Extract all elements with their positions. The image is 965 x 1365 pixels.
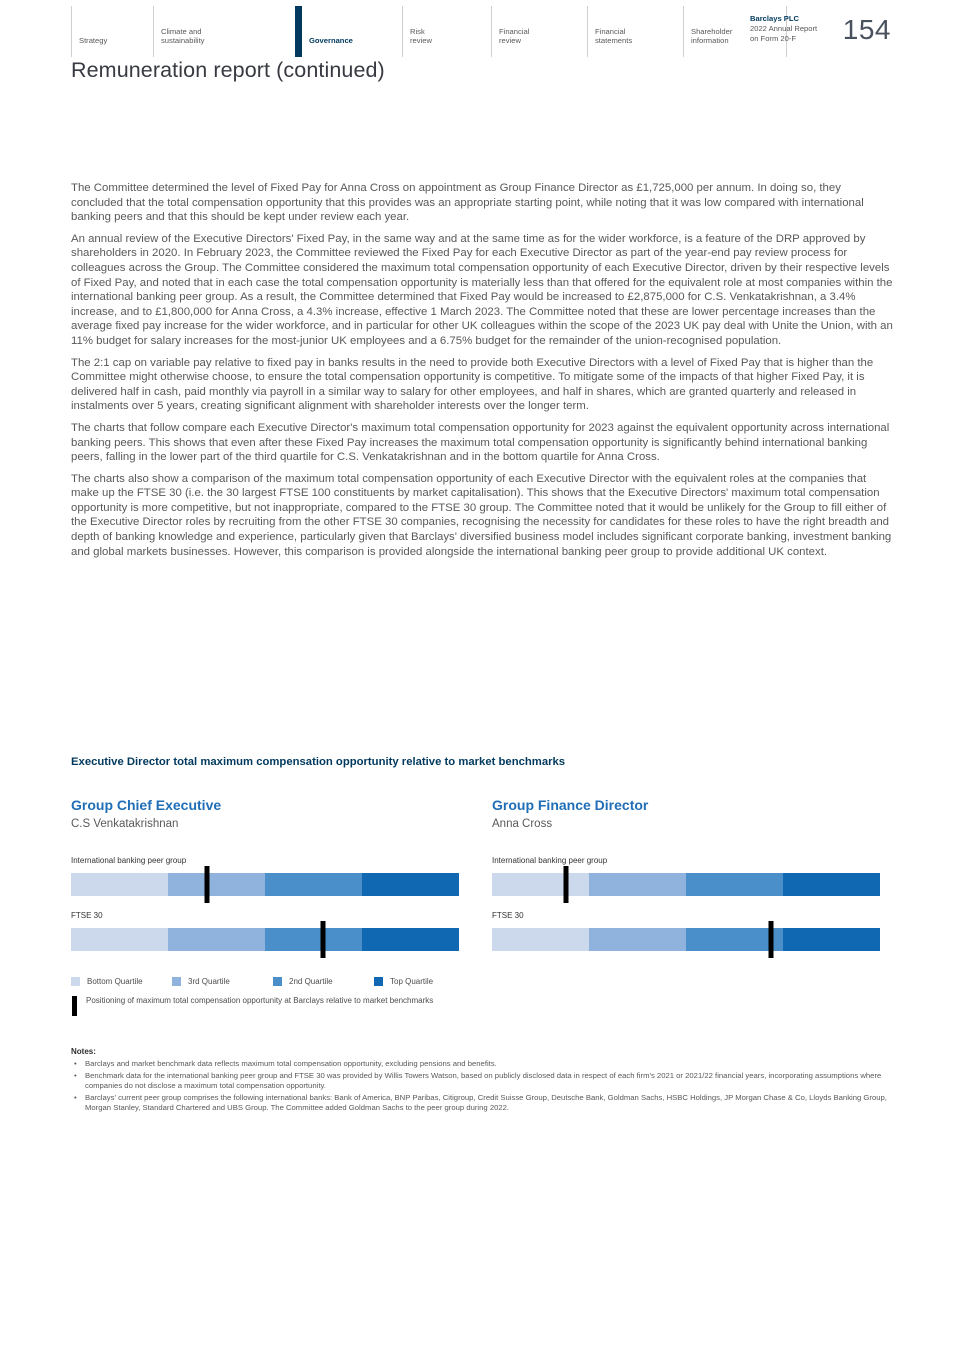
tab-label: Governance <box>309 36 353 46</box>
bar-label-ftse-30: FTSE 30 <box>71 911 103 920</box>
segment-bottom-quartile <box>492 928 589 951</box>
tab-label: Financial statements <box>595 26 633 46</box>
barclays-position-marker <box>321 921 326 958</box>
segment-3rd-quartile <box>589 928 686 951</box>
segment-top-quartile <box>362 873 459 896</box>
marker-legend <box>72 996 458 1016</box>
tab-label: Financial review <box>499 26 530 46</box>
legend-label: Top Quartile <box>390 977 434 986</box>
legend-swatch <box>374 977 383 986</box>
position-marker-icon <box>72 996 77 1016</box>
quartile-legend <box>71 977 475 986</box>
chart-title: Group Finance Director <box>492 797 649 813</box>
segment-2nd-quartile <box>686 873 783 896</box>
notes-title: Notes: <box>71 1047 96 1056</box>
benchmark-bar-international-banking-peer-group <box>71 873 459 896</box>
tab-risk-review[interactable] <box>402 6 491 57</box>
paragraph: An annual review of the Executive Directors' Fixed Pay, in the same way and at the same time as for the wider workforce, is a feature of the DRP approved by shareholders in 2020. In February 2023, the Committee reviewed the Fixed Pay for each Executive Director as part of the year-end pay review process for colleagues across the Group. The Committee considered the maximum total compensation opportunity of each Executive Director, driven by their respective levels of Fixed Pay, and noted that in each case the total compensation opportunity is materially less than that offered for the equivalent role at most companies within the international banking peer group. As a result, the Committee determined that Fixed Pay would be increased to £2,875,000 for C.S. Venkatakrishnan, a 3.4% increase, and to £1,800,000 for Anna Cross, a 4.3% increase, effective 1 March 2023. The Committee noted that these are lower percentage increases than the average fixed pay increase for the wider workforce, and in particular for other UK colleagues within the scope of the 2023 UK pay deal with Unite the Union, with an 11% budget for salary increases for the most-junior UK employees and a 6.75% budget for the remainder of the union-recognised population. <box>71 232 893 347</box>
quartile-bar <box>492 928 880 951</box>
page-title: Remuneration report (continued) <box>71 58 385 82</box>
paragraph: The charts also show a comparison of the maximum total compensation opportunity of each Executive Director with the equivalent roles at the companies that make up the FTSE 30 (i.e. the 30 largest FTSE 100 constituents by market capitalisation). This shows that the Executive Directors' maximum total compensation opportunity is more competitive, but not inappropriate, compared to the FTSE 30 group. The Committee noted that it would be unlikely for the Group to fill either of the Executive Director roles by recruiting from the other FTSE 30 companies, recognising the necessity for candidates for these roles to have the right breadth and depth of banking knowledge and experience, particularly given that Barclays' diversified business model includes significant corporate banking, investment banking and global markets businesses. However, this comparison is provided alongside the international banking peer group to provide additional UK context. <box>71 472 892 558</box>
top-nav <box>71 6 894 57</box>
tab-strategy[interactable] <box>71 6 153 57</box>
tab-label: Shareholder information <box>691 26 733 46</box>
benchmark-bar-ftse-30 <box>492 928 880 951</box>
brand-name: Barclays PLC <box>750 14 799 23</box>
paragraph: The charts that follow compare each Executive Director's maximum total compensation opportunity for 2023 against the equivalent opportunity across international banking peers. This shows that even after these Fixed Pay increases the maximum total compensation opportunity is significantly behind international banking peers, falling in the lower part of the third quartile for C.S. Venkatakrishnan and in the bottom quartile for Anna Cross. <box>71 421 890 464</box>
marker-legend-label: Positioning of maximum total compensation opportunity at Barclays relative to market benchmarks <box>86 996 434 1005</box>
chart-group-finance-director <box>492 797 880 951</box>
barclays-position-marker <box>563 866 568 903</box>
brand-report-line: 2022 Annual Report <box>750 24 818 33</box>
legend-item-2nd-quartile <box>273 977 374 986</box>
notes-list <box>71 1059 894 1113</box>
benchmark-bar-ftse-30 <box>71 928 459 951</box>
legend-swatch <box>172 977 181 986</box>
segment-3rd-quartile <box>168 928 265 951</box>
segment-bottom-quartile <box>71 873 168 896</box>
tab-financial-review[interactable] <box>491 6 587 57</box>
tab-financial-statements[interactable] <box>587 6 683 57</box>
note-item: • Barclays and market benchmark data reflects maximum total compensation opportunity, excluding pensions and benefits. <box>71 1059 894 1069</box>
paragraph: The Committee determined the level of Fixed Pay for Anna Cross on appointment as Group Finance Director as £1,725,000 per annum. In doing so, they concluded that the total compensation opportunity that this provides was an appropriate starting point, while noting that it was low compared with international banking peers and that this should be kept under review each year. <box>71 182 864 224</box>
legend-label: Bottom Quartile <box>87 977 143 986</box>
legend-label: 2nd Quartile <box>289 977 333 986</box>
paragraph: The 2:1 cap on variable pay relative to fixed pay in banks results in the need to provide both Executive Directors with a level of Fixed Pay that is higher than the Committee might otherwise choose, to ensure the total compensation opportunity is competitive. To mitigate some of the impacts of that higher Fixed Pay, it is delivered half in cash, paid monthly via payroll in a similar way to salary for other employees, and half in shares, which are granted quarterly and released in instalments over 5 years, creating significant alignment with shareholder interests over the longer term. <box>71 356 874 413</box>
segment-top-quartile <box>783 928 880 951</box>
legend-swatch <box>71 977 80 986</box>
bar-label-ftse-30: FTSE 30 <box>492 911 524 920</box>
benchmark-bar-international-banking-peer-group <box>492 873 880 896</box>
legend-label: 3rd Quartile <box>188 977 230 986</box>
segment-top-quartile <box>783 873 880 896</box>
chart-subtitle: Anna Cross <box>492 818 553 830</box>
chart-subtitle: C.S Venkatakrishnan <box>71 818 179 830</box>
charts <box>71 797 880 951</box>
segment-top-quartile <box>362 928 459 951</box>
segment-3rd-quartile <box>589 873 686 896</box>
legend-swatch <box>273 977 282 986</box>
segment-bottom-quartile <box>71 928 168 951</box>
notes <box>71 1047 894 1113</box>
chart-group-chief-executive <box>71 797 459 951</box>
tab-climate-and-sustainability[interactable] <box>153 6 295 57</box>
chart-title: Group Chief Executive <box>71 797 222 813</box>
segment-2nd-quartile <box>265 873 362 896</box>
note-item: • Barclays' current peer group comprises the following international banks: Bank of America, BNP Paribas, Citigroup, Credit Suisse Group, Deutsche Bank, Goldman Sachs, HSBC Holdings, JP Morgan Chase & Co, Lloyds Banking Group, Morgan Stanley, Standard Chartered and UBS Group. The Committee added Goldman Sachs to the peer group during 2022. <box>71 1093 894 1113</box>
legend-item-bottom-quartile <box>71 977 172 986</box>
quartile-bar <box>71 873 459 896</box>
page-number: 154 <box>842 14 891 45</box>
segment-bottom-quartile <box>492 873 589 896</box>
tab-label: Strategy <box>79 36 108 46</box>
note-item: • Benchmark data for the international banking peer group and FTSE 30 was provided by Willis Towers Watson, based on publicly disclosed data in respect of each firm's 2021 or 2021/22 financial years, incorporating assumptions where companies do not disclose a maximum total compensation opportunity. <box>71 1071 894 1091</box>
legend-item-3rd-quartile <box>172 977 273 986</box>
barclays-position-marker <box>204 866 209 903</box>
barclays-position-marker <box>769 921 774 958</box>
segment-2nd-quartile <box>265 928 362 951</box>
brand-block <box>750 14 817 44</box>
bar-label-international-banking-peer-group: International banking peer group <box>492 856 608 865</box>
tab-label: Risk review <box>410 26 432 46</box>
quartile-bar <box>71 928 459 951</box>
legend-item-top-quartile <box>374 977 475 986</box>
bar-label-international-banking-peer-group: International banking peer group <box>71 856 187 865</box>
body-paragraphs <box>71 181 894 566</box>
quartile-bar <box>492 873 880 896</box>
tab-label: Climate and sustainability <box>161 26 205 46</box>
tab-governance[interactable] <box>295 6 402 57</box>
brand-form-line: on Form 20-F <box>750 34 796 43</box>
segment-3rd-quartile <box>168 873 265 896</box>
section-heading: Executive Director total maximum compensation opportunity relative to market benchmarks <box>71 756 566 768</box>
